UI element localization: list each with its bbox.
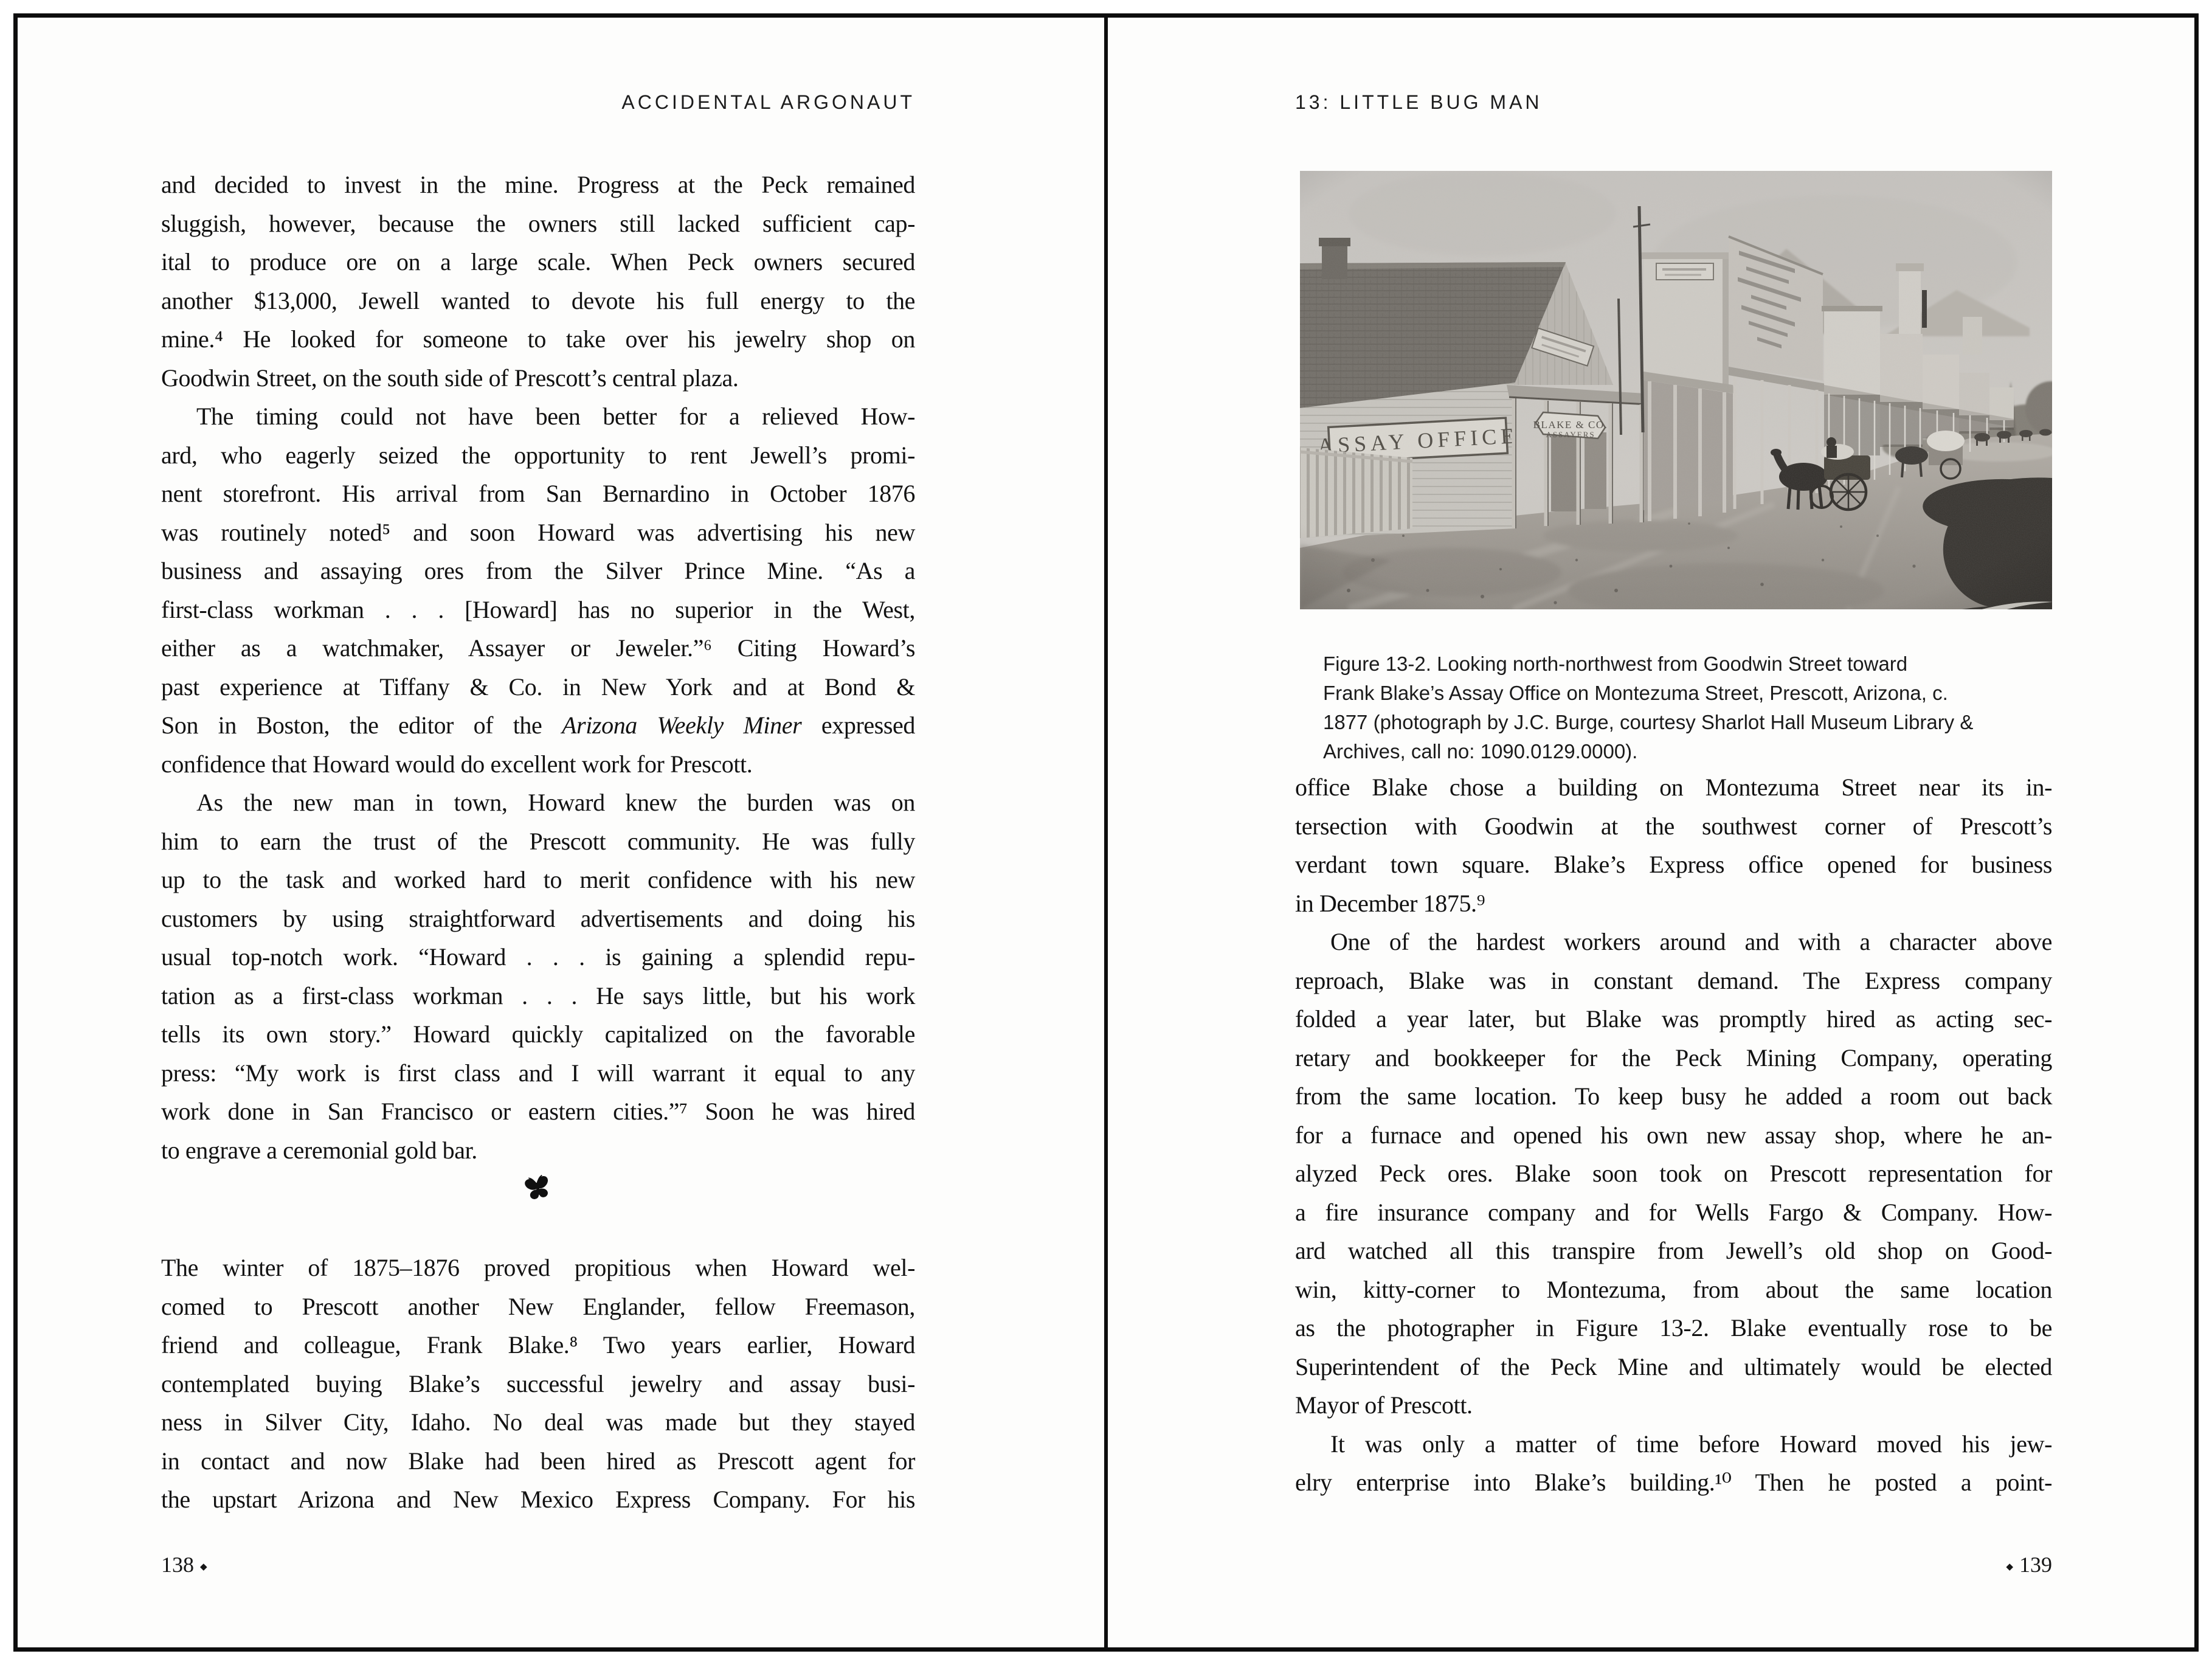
text-line: Superintendent of the Peck Mine and ultimately would be elected xyxy=(1295,1352,2052,1380)
text-line: first-class workman . . . [Howard] has no superior in the West, xyxy=(161,595,915,623)
right-page-body xyxy=(1295,768,2052,1502)
page-gutter-divider xyxy=(1104,13,1108,1652)
running-head-right: 13: LITTLE BUG MAN xyxy=(1295,91,1543,113)
text-line: ness in Silver City, Idaho. No deal was made but they stayed xyxy=(161,1408,915,1436)
text-line: mine.⁴ He looked for someone to take over his jewelry shop on xyxy=(161,325,915,353)
text-line: alyzed Peck ores. Blake soon took on Prescott representation for xyxy=(1295,1160,2052,1187)
text-line: past experience at Tiffany & Co. in New York and at Bond & xyxy=(161,673,915,701)
text-line: The timing could not have been better for a relieved How- xyxy=(196,403,915,430)
figure-photo xyxy=(1300,171,2052,609)
text-line: reproach, Blake was in constant demand. The Express company xyxy=(1295,966,2052,994)
body-paragraph xyxy=(1295,922,2052,1425)
text-line: tells its own story.” Howard quickly capitalized on the favorable xyxy=(161,1020,915,1048)
text-line: tersection with Goodwin at the southwest corner of Prescott’s xyxy=(1295,812,2052,840)
text-line: the upstart Arizona and New Mexico Express Company. For his xyxy=(161,1486,915,1513)
body-paragraph xyxy=(161,397,915,783)
body-paragraph xyxy=(161,165,915,397)
folio-diamond-icon: ◆ xyxy=(200,1560,207,1572)
figure-caption xyxy=(1323,649,2031,766)
folio-diamond-icon: ◆ xyxy=(2006,1560,2013,1572)
text-line: in December 1875.⁹ xyxy=(1295,889,1485,917)
text-line: comed to Prescott another New Englander, fellow Freemason, xyxy=(161,1292,915,1320)
text-line: retary and bookkeeper for the Peck Mining Company, operating xyxy=(1295,1044,2052,1071)
folio-number: 139 xyxy=(2019,1552,2052,1577)
text-line: from the same location. To keep busy he added a room out back xyxy=(1295,1082,2052,1110)
text-line: elry enterprise into Blake’s building.¹⁰ Then he posted a point- xyxy=(1295,1469,2052,1496)
text-line: press: “My work is first class and I will warrant it equal to any xyxy=(161,1059,915,1087)
page-number-right xyxy=(1295,1552,2052,1577)
caption-line: Frank Blake’s Assay Office on Montezuma Street, Prescott, Arizona, c. xyxy=(1323,682,1948,704)
text-line: Son in Boston, the editor of the Arizona Weekly Miner expressed xyxy=(161,711,915,739)
text-line: either as a watchmaker, Assayer or Jeweler.”⁶ Citing Howard’s xyxy=(161,634,915,662)
text-line: and decided to invest in the mine. Progress at the Peck remained xyxy=(161,171,915,198)
text-line: confidence that Howard would do excellent work for Prescott. xyxy=(161,750,753,778)
text-line: It was only a matter of time before Howard moved his jew- xyxy=(1330,1430,2052,1458)
text-line: sluggish, however, because the owners still lacked sufficient cap- xyxy=(161,209,915,237)
text-line: tation as a first-class workman . . . He says little, but his work xyxy=(161,981,915,1009)
text-line: another $13,000, Jewell wanted to devote his full energy to the xyxy=(161,286,915,314)
text-line: business and assaying ores from the Silver Prince Mine. “As a xyxy=(161,557,915,584)
caption-line: Archives, call no: 1090.0129.0000). xyxy=(1323,740,1638,763)
text-line: customers by using straightforward advertisements and doing his xyxy=(161,904,915,932)
text-line: up to the task and worked hard to merit confidence with his new xyxy=(161,866,915,893)
text-line: was routinely noted⁵ and soon Howard was advertising his new xyxy=(161,518,915,546)
page-number-left xyxy=(161,1552,213,1577)
text-line: ard watched all this transpire from Jewell’s old shop on Good- xyxy=(1295,1237,2052,1264)
text-line: work done in San Francisco or eastern cities.”⁷ Soon he was hired xyxy=(161,1098,915,1125)
text-line: One of the hardest workers around and with a character above xyxy=(1330,928,2052,955)
running-head-left: ACCIDENTAL ARGONAUT xyxy=(621,91,915,113)
section-ornament-butterfly-icon xyxy=(161,1169,915,1211)
text-line: win, kitty-corner to Montezuma, from about the same location xyxy=(1295,1275,2052,1303)
text-line: a fire insurance company and for Wells Fargo & Company. How- xyxy=(1295,1198,2052,1226)
text-line: him to earn the trust of the Prescott community. He was fully xyxy=(161,827,915,855)
text-line: folded a year later, but Blake was promptly hired as acting sec- xyxy=(1295,1005,2052,1033)
caption-line: 1877 (photograph by J.C. Burge, courtesy Sharlot Hall Museum Library & xyxy=(1323,711,1974,733)
body-paragraph xyxy=(1295,768,2052,922)
body-paragraph xyxy=(1295,1425,2052,1502)
text-line: office Blake chose a building on Montezuma Street near its in- xyxy=(1295,774,2052,801)
body-paragraph xyxy=(161,783,915,1169)
text-line: friend and colleague, Frank Blake.⁸ Two years earlier, Howard xyxy=(161,1331,915,1359)
body-paragraph xyxy=(161,1248,915,1519)
photo-vignette xyxy=(1300,171,2052,609)
text-line: in contact and now Blake had been hired as Prescott agent for xyxy=(161,1447,915,1475)
caption-line: Figure 13-2. Looking north-northwest from Goodwin Street toward xyxy=(1323,652,1908,675)
folio-number: 138 xyxy=(161,1552,194,1577)
left-page-body xyxy=(161,165,915,1519)
text-line: for a furnace and opened his own new assay shop, where he an- xyxy=(1295,1121,2052,1149)
text-line: As the new man in town, Howard knew the burden was on xyxy=(196,789,915,816)
text-line: The winter of 1875–1876 proved propitious when Howard wel- xyxy=(161,1254,915,1281)
text-line: Mayor of Prescott. xyxy=(1295,1391,1473,1419)
text-line: ital to produce ore on a large scale. When Peck owners secured xyxy=(161,248,915,275)
text-line: Goodwin Street, on the south side of Prescott’s central plaza. xyxy=(161,364,739,392)
text-line: nent storefront. His arrival from San Bernardino in October 1876 xyxy=(161,480,915,507)
text-line: to engrave a ceremonial gold bar. xyxy=(161,1136,477,1164)
text-line: verdant town square. Blake’s Express office opened for business xyxy=(1295,851,2052,878)
text-line: ard, who eagerly seized the opportunity to rent Jewell’s promi- xyxy=(161,441,915,469)
text-line: as the photographer in Figure 13-2. Blake eventually rose to be xyxy=(1295,1314,2052,1341)
text-line: usual top-notch work. “Howard . . . is gaining a splendid repu- xyxy=(161,943,915,971)
text-line: contemplated buying Blake’s successful jewelry and assay busi- xyxy=(161,1369,915,1397)
